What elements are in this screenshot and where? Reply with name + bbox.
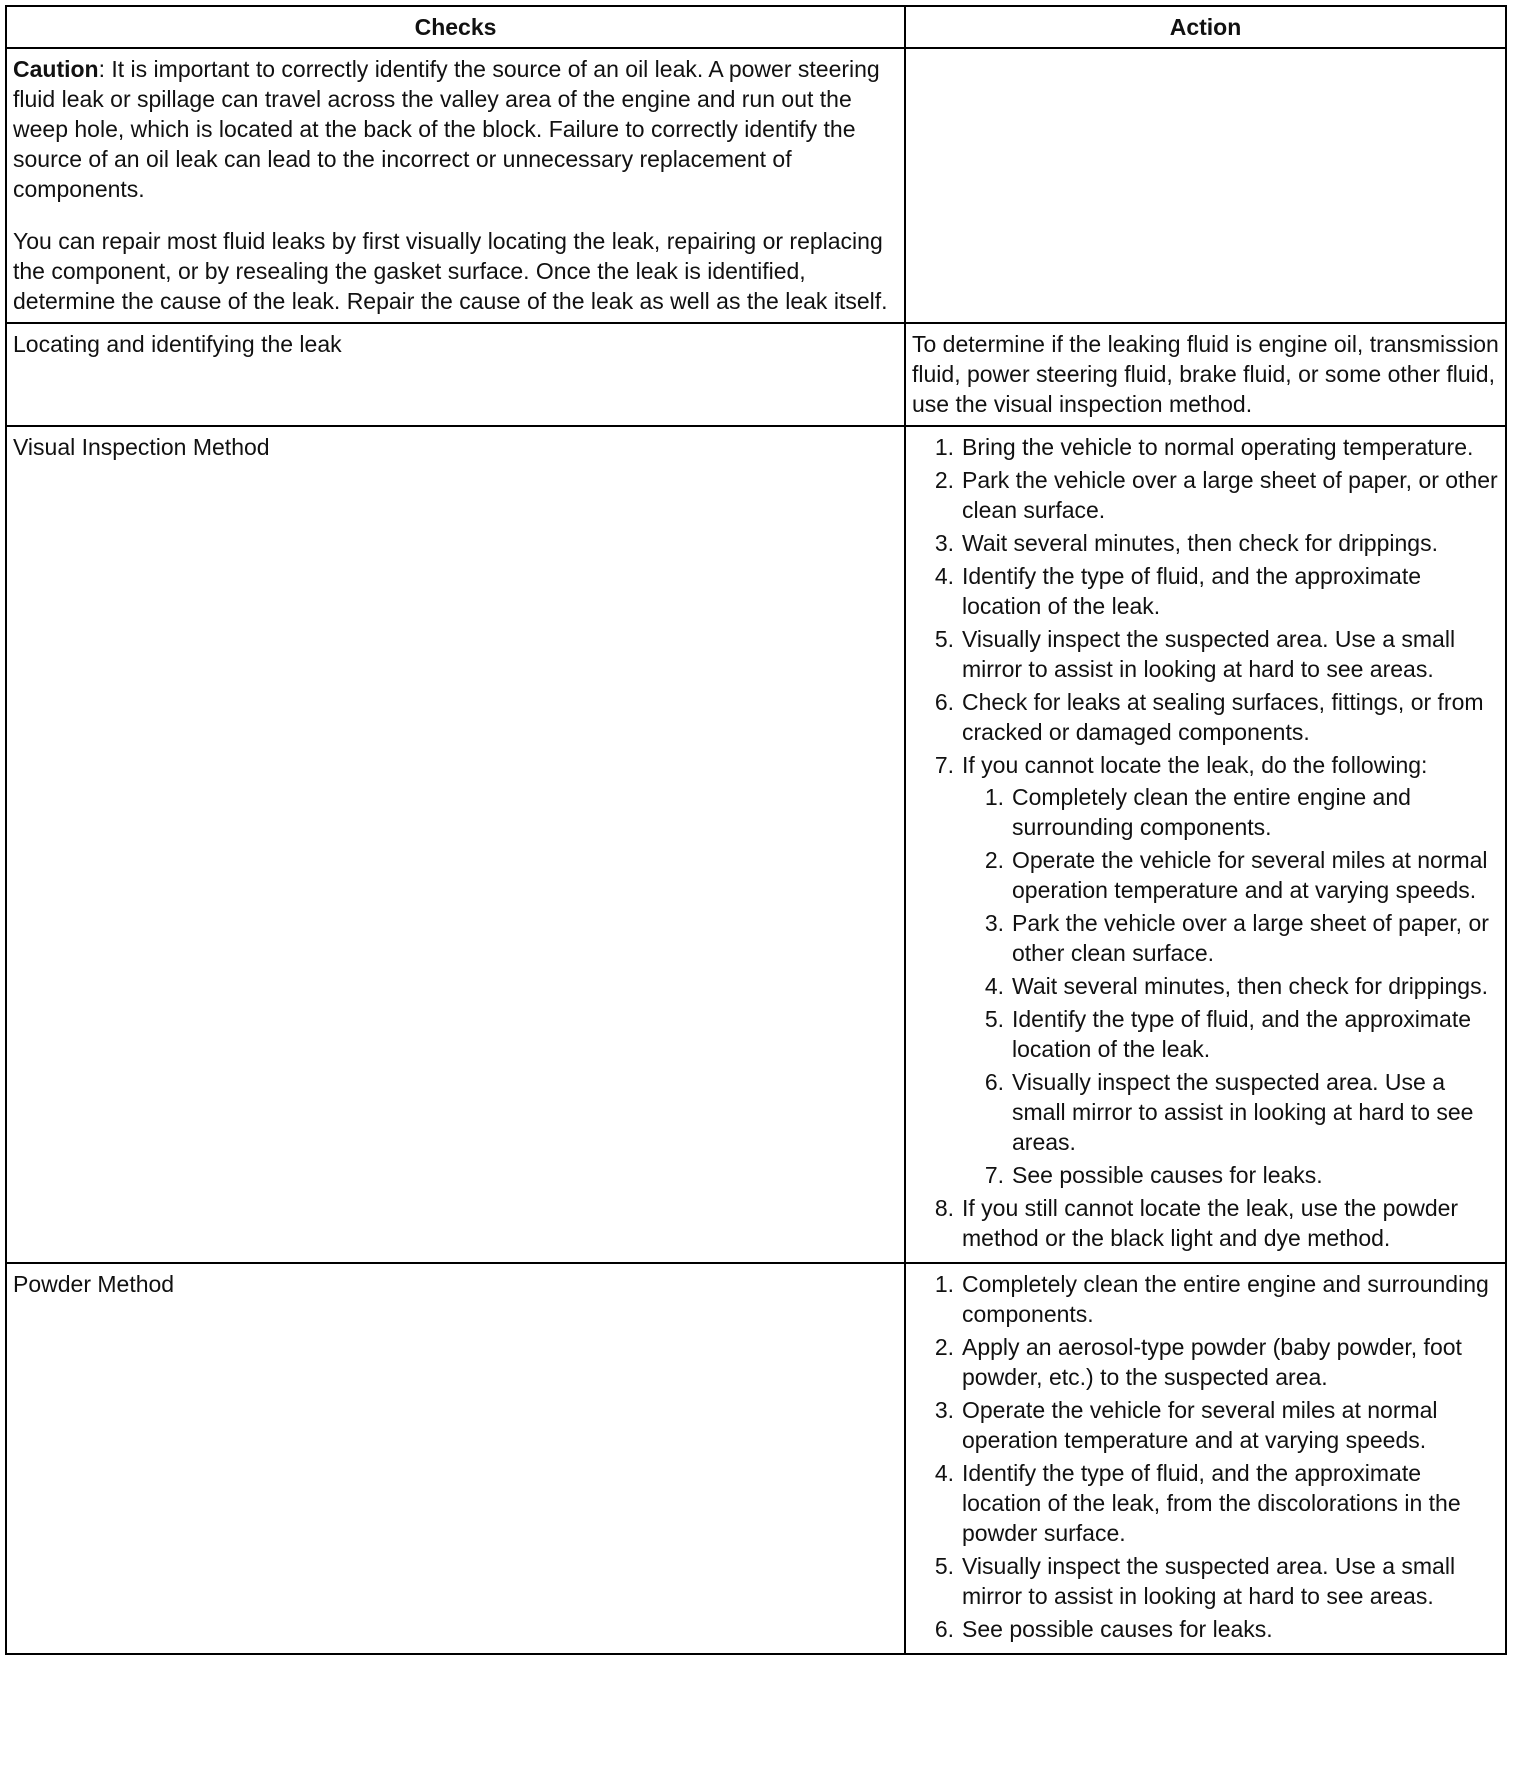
powder-steps-list: [912, 1269, 1499, 1644]
visual-substep: Operate the vehicle for several miles at normal operation temperature and at varying speeds.: [1012, 847, 1488, 903]
visual-step-with-substeps: [962, 750, 1499, 1190]
visual-step: Visually inspect the suspected area. Use a small mirror to assist in looking at hard to see areas.: [962, 626, 1456, 682]
powder-step: Identify the type of fluid, and the approximate location of the leak, from the discolorations in the powder surface.: [962, 1460, 1461, 1546]
caution-text: : It is important to correctly identify the source of an oil leak. A power steering fluid leak or spillage can travel across the valley area of the engine and run out the weep hole, which is located at the back of the block. Failure to correctly identify the source of an oil leak can lead to the incorrect or unnecessary replacement of components.: [13, 56, 880, 202]
table-row-visual: [6, 426, 1506, 1263]
powder-step: Apply an aerosol-type powder (baby powder, foot powder, etc.) to the suspected area.: [962, 1334, 1462, 1390]
visual-step: If you still cannot locate the leak, use the powder method or the black light and dye method.: [962, 1195, 1459, 1251]
visual-step: Bring the vehicle to normal operating temperature.: [962, 434, 1474, 460]
visual-action-cell: [905, 426, 1506, 1263]
visual-check: Visual Inspection Method: [6, 426, 905, 1263]
visual-substep: Visually inspect the suspected area. Use a small mirror to assist in looking at hard to see areas.: [1012, 1069, 1474, 1155]
locating-check: Locating and identifying the leak: [6, 323, 905, 426]
visual-step-text: If you cannot locate the leak, do the following:: [962, 752, 1428, 778]
visual-substep: Wait several minutes, then check for drippings.: [1012, 973, 1488, 999]
visual-substep: Completely clean the entire engine and surrounding components.: [1012, 784, 1411, 840]
table-row-locating: [6, 323, 1506, 426]
action-header: Action: [905, 6, 1506, 48]
caution-paragraph: [13, 54, 898, 204]
table-row-intro: [6, 48, 1506, 323]
intro-checks-cell: [6, 48, 905, 323]
powder-step: Visually inspect the suspected area. Use a small mirror to assist in looking at hard to see areas.: [962, 1553, 1456, 1609]
visual-step: Check for leaks at sealing surfaces, fittings, or from cracked or damaged components.: [962, 689, 1484, 745]
intro-action-cell: [905, 48, 1506, 323]
powder-action-cell: [905, 1263, 1506, 1654]
table-header-row: [6, 6, 1506, 48]
visual-step: Wait several minutes, then check for drippings.: [962, 530, 1438, 556]
powder-check: Powder Method: [6, 1263, 905, 1654]
visual-substep: See possible causes for leaks.: [1012, 1162, 1323, 1188]
caution-label: Caution: [13, 56, 99, 82]
diagnostic-table: [5, 5, 1507, 1655]
powder-step: Completely clean the entire engine and surrounding components.: [962, 1271, 1489, 1327]
visual-substep: Identify the type of fluid, and the approximate location of the leak.: [1012, 1006, 1472, 1062]
table-row-powder: [6, 1263, 1506, 1654]
locating-action: To determine if the leaking fluid is engine oil, transmission fluid, power steering fluid, brake fluid, or some other fluid, use the visual inspection method.: [905, 323, 1506, 426]
intro-paragraph: You can repair most fluid leaks by first visually locating the leak, repairing or replacing the component, or by resealing the gasket surface. Once the leak is identified, determine the cause of the leak. Repair the cause of the leak as well as the leak itself.: [13, 228, 888, 314]
visual-substeps-list: [962, 782, 1499, 1190]
visual-step: Park the vehicle over a large sheet of paper, or other clean surface.: [962, 467, 1498, 523]
powder-step: See possible causes for leaks.: [962, 1616, 1273, 1642]
checks-header: Checks: [6, 6, 905, 48]
visual-step: Identify the type of fluid, and the approximate location of the leak.: [962, 563, 1422, 619]
powder-step: Operate the vehicle for several miles at normal operation temperature and at varying speeds.: [962, 1397, 1438, 1453]
visual-steps-list: [912, 432, 1499, 1253]
visual-substep: Park the vehicle over a large sheet of paper, or other clean surface.: [1012, 910, 1489, 966]
